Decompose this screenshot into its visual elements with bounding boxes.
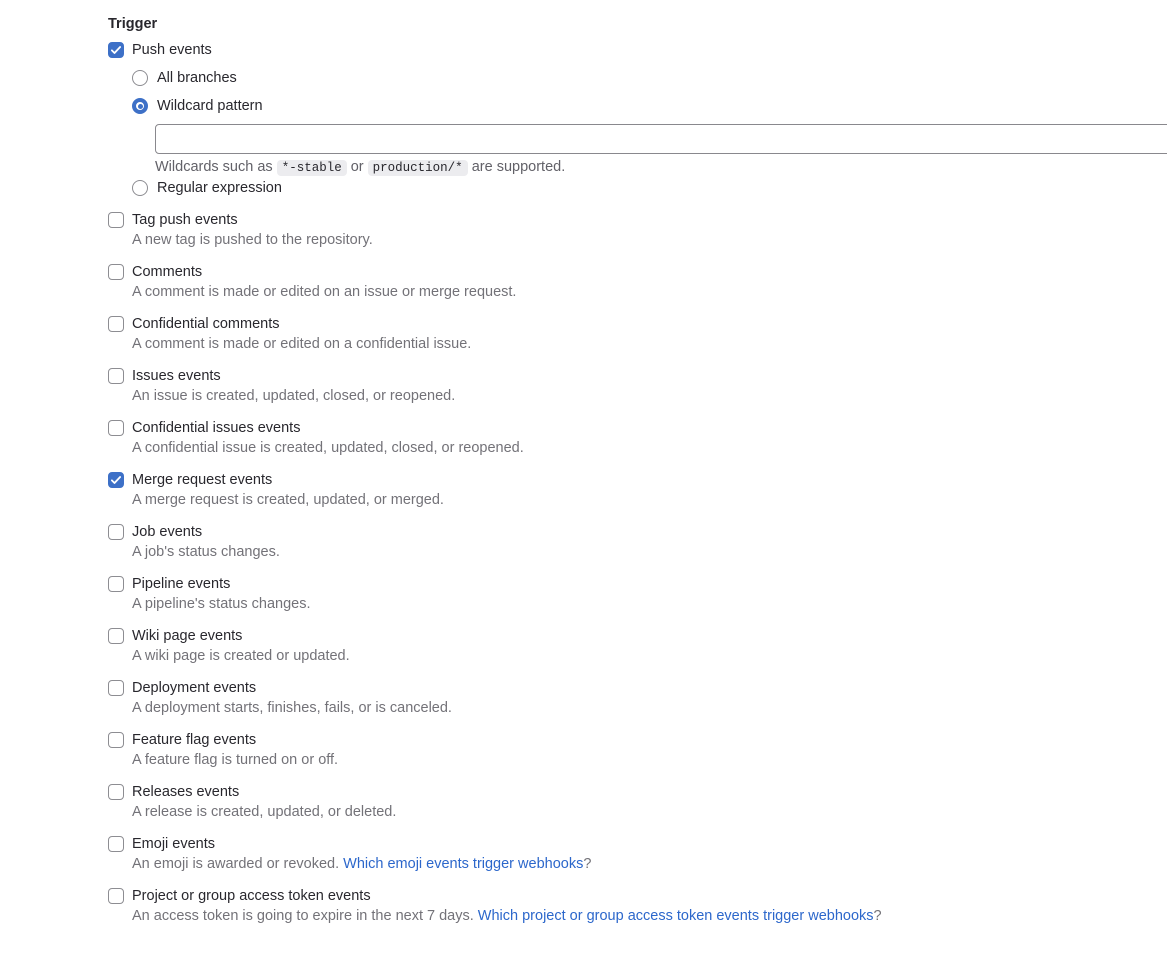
event-description [132, 646, 1167, 666]
access-token-events-checkbox[interactable] [108, 888, 124, 904]
radio-row-regular-expression [132, 178, 1167, 198]
event-item-wiki-page [108, 626, 1167, 666]
radio-row-all-branches [132, 68, 1167, 88]
branch-filter-options [132, 68, 1167, 198]
event-label[interactable]: Wiki page events [132, 628, 243, 644]
job-events-checkbox[interactable] [108, 524, 124, 540]
event-item-comments [108, 262, 1167, 302]
wildcard-example-1: *-stable [277, 160, 347, 176]
event-description-text: A feature flag is turned on or off. [132, 752, 339, 768]
regular-expression-label[interactable]: Regular expression [157, 180, 282, 196]
event-description [132, 750, 1167, 770]
checkmark-icon [110, 474, 122, 486]
event-description-text: A job's status changes. [132, 544, 280, 560]
all-branches-label[interactable]: All branches [157, 70, 237, 86]
event-description [132, 490, 1167, 510]
event-item-tag-push [108, 210, 1167, 250]
push-events-checkbox[interactable] [108, 42, 124, 58]
event-label[interactable]: Project or group access token events [132, 888, 371, 904]
event-description [132, 438, 1167, 458]
help-link-suffix: ? [873, 908, 882, 924]
event-label[interactable]: Releases events [132, 784, 240, 800]
checkmark-icon [110, 44, 122, 56]
emoji-events-checkbox[interactable] [108, 836, 124, 852]
section-title: Trigger [108, 16, 158, 32]
event-item-access-token [108, 886, 1167, 926]
event-label[interactable]: Tag push events [132, 212, 238, 228]
event-item-job [108, 522, 1167, 562]
event-label[interactable]: Feature flag events [132, 732, 257, 748]
releases-events-checkbox[interactable] [108, 784, 124, 800]
event-item-confidential-comments [108, 314, 1167, 354]
event-description-text: A new tag is pushed to the repository. [132, 232, 373, 248]
comments-checkbox[interactable] [108, 264, 124, 280]
event-description [132, 802, 1167, 822]
event-item-confidential-issues [108, 418, 1167, 458]
event-label[interactable]: Confidential issues events [132, 420, 301, 436]
event-description-text: A pipeline's status changes. [132, 596, 311, 612]
all-branches-radio[interactable] [132, 70, 148, 86]
event-description-text: A release is created, updated, or deleted. [132, 804, 397, 820]
event-description [132, 230, 1167, 250]
event-item-deployment [108, 678, 1167, 718]
push-events-label[interactable]: Push events [132, 42, 212, 58]
event-description [132, 906, 1167, 926]
help-suffix: are supported. [471, 159, 566, 175]
wildcard-help-text [155, 157, 1167, 178]
event-description [132, 334, 1167, 354]
wildcard-input-wrap [155, 124, 1167, 154]
event-description [132, 282, 1167, 302]
event-description-text: A comment is made or edited on a confidential issue. [132, 336, 472, 352]
event-description [132, 698, 1167, 718]
event-description [132, 542, 1167, 562]
event-item-push [108, 40, 1167, 198]
emoji-events-help-link[interactable]: Which emoji events trigger webhooks [343, 856, 584, 872]
event-description [132, 594, 1167, 614]
event-label[interactable]: Merge request events [132, 472, 273, 488]
wiki-page-events-checkbox[interactable] [108, 628, 124, 644]
wildcard-example-2: production/* [368, 160, 468, 176]
event-description-text: An emoji is awarded or revoked. [132, 856, 340, 872]
event-item-pipeline [108, 574, 1167, 614]
event-label[interactable]: Issues events [132, 368, 221, 384]
event-description-text: A deployment starts, finishes, fails, or is canceled. [132, 700, 452, 716]
confidential-issues-events-checkbox[interactable] [108, 420, 124, 436]
event-item-releases [108, 782, 1167, 822]
event-label[interactable]: Deployment events [132, 680, 257, 696]
event-description [132, 854, 1167, 874]
tag-push-events-checkbox[interactable] [108, 212, 124, 228]
confidential-comments-checkbox[interactable] [108, 316, 124, 332]
feature-flag-events-checkbox[interactable] [108, 732, 124, 748]
event-description-text: A merge request is created, updated, or merged. [132, 492, 444, 508]
wildcard-pattern-radio[interactable] [132, 98, 148, 114]
event-description-text: A comment is made or edited on an issue or merge request. [132, 284, 517, 300]
event-label[interactable]: Emoji events [132, 836, 216, 852]
event-label[interactable]: Pipeline events [132, 576, 231, 592]
pipeline-events-checkbox[interactable] [108, 576, 124, 592]
issues-events-checkbox[interactable] [108, 368, 124, 384]
event-label[interactable]: Confidential comments [132, 316, 280, 332]
event-item-merge-request [108, 470, 1167, 510]
help-middle: or [350, 159, 364, 175]
event-item-feature-flag [108, 730, 1167, 770]
event-list [108, 210, 1167, 926]
access-token-events-help-link[interactable]: Which project or group access token events trigger webhooks [477, 908, 874, 924]
event-label[interactable]: Comments [132, 264, 203, 280]
event-description-text: An issue is created, updated, closed, or reopened. [132, 388, 456, 404]
help-link-suffix: ? [583, 856, 592, 872]
deployment-events-checkbox[interactable] [108, 680, 124, 696]
regular-expression-radio[interactable] [132, 180, 148, 196]
wildcard-pattern-label[interactable]: Wildcard pattern [157, 98, 263, 114]
event-label[interactable]: Job events [132, 524, 203, 540]
trigger-section [108, 0, 1167, 938]
radio-row-wildcard-pattern [132, 96, 1167, 116]
help-prefix: Wildcards such as [155, 159, 273, 175]
wildcard-pattern-input[interactable] [155, 124, 1167, 154]
event-item-emoji [108, 834, 1167, 874]
merge-request-events-checkbox[interactable] [108, 472, 124, 488]
event-description [132, 386, 1167, 406]
event-description-text: A confidential issue is created, updated, closed, or reopened. [132, 440, 524, 456]
event-description-text: An access token is going to expire in the next 7 days. [132, 908, 474, 924]
event-description-text: A wiki page is created or updated. [132, 648, 350, 664]
event-item-issues [108, 366, 1167, 406]
